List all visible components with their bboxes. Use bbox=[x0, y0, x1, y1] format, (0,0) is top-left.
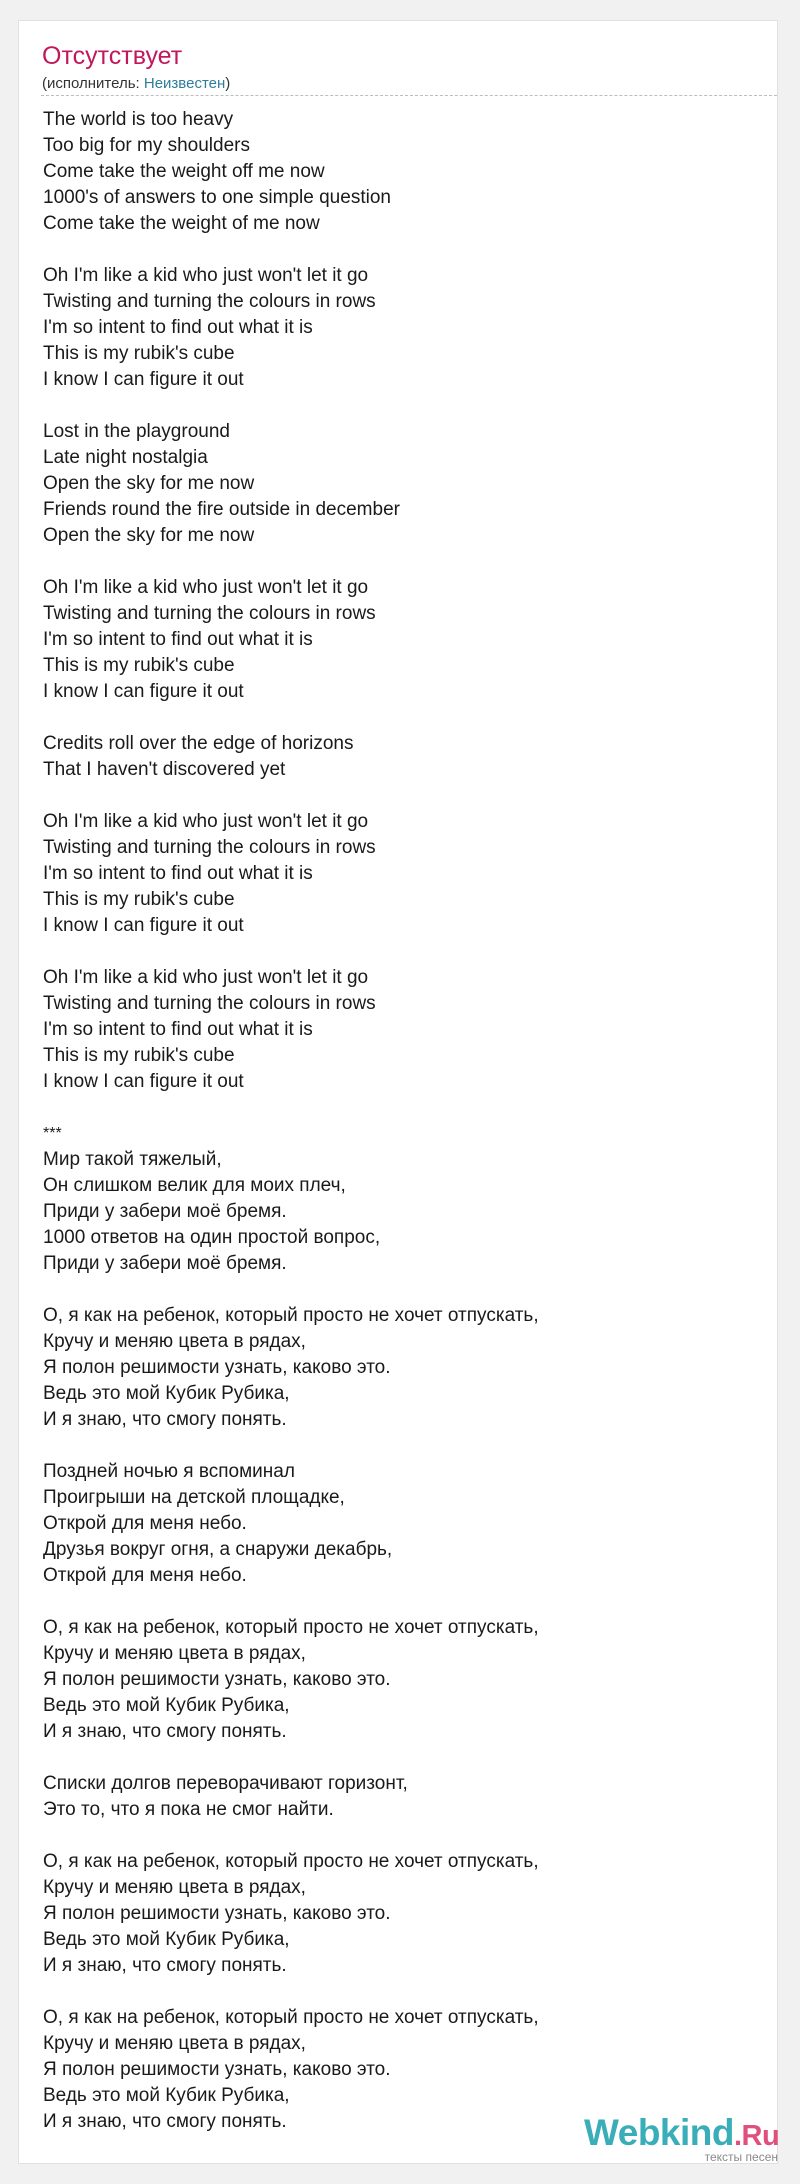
lyric-line: Come take the weight of me now bbox=[43, 213, 320, 234]
lyric-line: I know I can figure it out bbox=[43, 369, 244, 390]
lyric-line: I'm so intent to find out what it is bbox=[43, 629, 313, 650]
lyric-line: Кручу и меняю цвета в рядах, bbox=[43, 1331, 306, 1352]
blank-line bbox=[43, 1095, 763, 1121]
lyric-line: Come take the weight off me now bbox=[43, 161, 325, 182]
lyric-line: Приди у забери моё бремя. bbox=[43, 1253, 287, 1274]
blank-line bbox=[43, 1979, 763, 2005]
lyric-line: Ведь это мой Кубик Рубика, bbox=[43, 2085, 290, 2106]
blank-line bbox=[43, 1433, 763, 1459]
lyric-line: Проигрыши на детской площадке, bbox=[43, 1487, 345, 1508]
artist-link[interactable]: Неизвестен bbox=[143, 75, 226, 92]
lyric-line: Oh I'm like a kid who just won't let it go bbox=[43, 577, 369, 598]
lyric-line: Он слишком велик для моих плеч, bbox=[43, 1175, 346, 1196]
lyric-line: This is my rubik's cube bbox=[43, 343, 235, 364]
lyric-line: Я полон решимости узнать, каково это. bbox=[43, 1669, 391, 1690]
header-divider bbox=[41, 95, 777, 96]
blank-line bbox=[43, 783, 763, 809]
lyric-line: И я знаю, что смогу понять. bbox=[43, 1955, 287, 1976]
artist-prefix: (исполнитель: bbox=[42, 75, 144, 92]
lyric-line: I'm so intent to find out what it is bbox=[43, 317, 313, 338]
lyric-line: Мир такой тяжелый, bbox=[43, 1149, 222, 1170]
lyric-line: Lost in the playground bbox=[43, 421, 230, 442]
blank-line bbox=[43, 237, 763, 263]
logo-tld-text: .Ru bbox=[734, 2120, 780, 2152]
blank-line bbox=[43, 549, 763, 575]
lyric-line: Ведь это мой Кубик Рубика, bbox=[43, 1383, 290, 1404]
lyric-line: И я знаю, что смогу понять. bbox=[43, 1409, 287, 1430]
lyric-line: Я полон решимости узнать, каково это. bbox=[43, 1357, 391, 1378]
blank-line bbox=[43, 1823, 763, 1849]
lyric-line: Списки долгов переворачивают горизонт, bbox=[43, 1773, 408, 1794]
lyric-line: Twisting and turning the colours in rows bbox=[43, 291, 376, 312]
lyric-line: Friends round the fire outside in december bbox=[43, 499, 400, 520]
lyric-line: Twisting and turning the colours in rows bbox=[43, 993, 376, 1014]
blank-line bbox=[43, 1745, 763, 1771]
lyric-line: И я знаю, что смогу понять. bbox=[43, 2111, 287, 2132]
lyric-line: Ведь это мой Кубик Рубика, bbox=[43, 1695, 290, 1716]
lyric-line: Ведь это мой Кубик Рубика, bbox=[43, 1929, 290, 1950]
lyric-line: I know I can figure it out bbox=[43, 681, 244, 702]
lyric-line: *** bbox=[43, 1125, 62, 1142]
webkind-logo[interactable] bbox=[584, 2113, 784, 2163]
lyric-line: О, я как на ребенок, который просто не хочет отпускать, bbox=[43, 2007, 539, 2028]
lyric-line: Приди у забери моё бремя. bbox=[43, 1201, 287, 1222]
lyric-line: Поздней ночью я вспоминал bbox=[43, 1461, 295, 1482]
blank-line bbox=[43, 393, 763, 419]
lyric-line: О, я как на ребенок, который просто не хочет отпускать, bbox=[43, 1851, 539, 1872]
lyric-line: Twisting and turning the colours in rows bbox=[43, 837, 376, 858]
lyric-line: Open the sky for me now bbox=[43, 473, 255, 494]
lyric-line: О, я как на ребенок, который просто не хочет отпускать, bbox=[43, 1305, 539, 1326]
artist-line bbox=[42, 74, 230, 94]
lyric-line: That I haven't discovered yet bbox=[43, 759, 286, 780]
lyric-line: I'm so intent to find out what it is bbox=[43, 863, 313, 884]
lyric-line: Я полон решимости узнать, каково это. bbox=[43, 2059, 391, 2080]
blank-line bbox=[43, 1589, 763, 1615]
lyric-line: This is my rubik's cube bbox=[43, 889, 235, 910]
lyric-line: I'm so intent to find out what it is bbox=[43, 1019, 313, 1040]
lyric-line: The world is too heavy bbox=[43, 109, 234, 130]
song-title: Отсутствует bbox=[42, 42, 183, 70]
lyric-line: Credits roll over the edge of horizons bbox=[43, 733, 354, 754]
blank-line bbox=[43, 939, 763, 965]
logo-main-text: Webkind bbox=[584, 2112, 734, 2153]
lyric-line: Oh I'm like a kid who just won't let it go bbox=[43, 811, 369, 832]
lyric-line: Oh I'm like a kid who just won't let it go bbox=[43, 967, 369, 988]
lyric-line: This is my rubik's cube bbox=[43, 655, 235, 676]
lyric-line: I know I can figure it out bbox=[43, 915, 244, 936]
lyric-line: О, я как на ребенок, который просто не хочет отпускать, bbox=[43, 1617, 539, 1638]
lyric-line: Кручу и меняю цвета в рядах, bbox=[43, 1877, 306, 1898]
lyric-line: Кручу и меняю цвета в рядах, bbox=[43, 1643, 306, 1664]
lyric-line: Too big for my shoulders bbox=[43, 135, 250, 156]
lyric-line: Я полон решимости узнать, каково это. bbox=[43, 1903, 391, 1924]
lyric-line: 1000's of answers to one simple question bbox=[43, 187, 391, 208]
lyric-line: Oh I'm like a kid who just won't let it go bbox=[43, 265, 369, 286]
blank-line bbox=[43, 1277, 763, 1303]
lyric-line: I know I can figure it out bbox=[43, 1071, 244, 1092]
lyric-line: Открой для меня небо. bbox=[43, 1565, 247, 1586]
lyrics-text bbox=[43, 107, 763, 2135]
lyric-line: И я знаю, что смогу понять. bbox=[43, 1721, 287, 1742]
lyric-line: 1000 ответов на один простой вопрос, bbox=[43, 1227, 381, 1248]
lyric-line: Открой для меня небо. bbox=[43, 1513, 247, 1534]
lyrics-card bbox=[18, 20, 778, 2164]
lyric-line: Late night nostalgia bbox=[43, 447, 208, 468]
lyric-line: Open the sky for me now bbox=[43, 525, 255, 546]
lyric-line: Twisting and turning the colours in rows bbox=[43, 603, 376, 624]
lyric-line: Это то, что я пока не смог найти. bbox=[43, 1799, 334, 1820]
lyric-line: Друзья вокруг огня, а снаружи декабрь, bbox=[43, 1539, 393, 1560]
blank-line bbox=[43, 705, 763, 731]
lyric-line: This is my rubik's cube bbox=[43, 1045, 235, 1066]
lyric-line: Кручу и меняю цвета в рядах, bbox=[43, 2033, 306, 2054]
artist-suffix: ) bbox=[225, 75, 231, 92]
logo-tagline: тексты песен bbox=[704, 2150, 778, 2164]
